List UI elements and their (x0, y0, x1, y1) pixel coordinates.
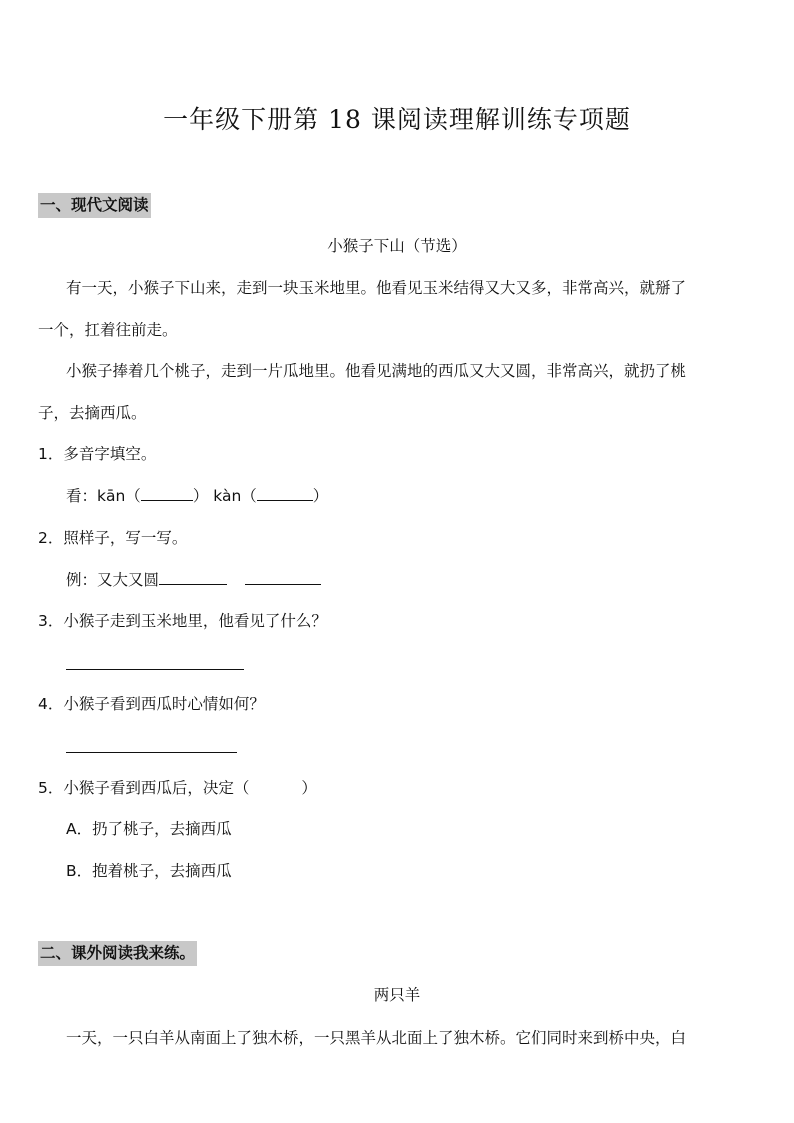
question-2: 2．照样子，写一写。 (38, 529, 188, 547)
question-5-close: ） (301, 779, 317, 797)
question-4: 4．小猴子看到西瓜时心情如何？ (38, 695, 265, 713)
passage-line: 一天，一只白羊从南面上了独木桥，一只黑羊从北面上了独木桥。它们同时来到桥中央，白 (66, 1029, 687, 1047)
option-a: A．扔了桃子，去摘西瓜 (66, 820, 232, 838)
answer-line-q4[interactable] (66, 752, 237, 753)
example-text: 例：又大又圆 (66, 571, 160, 589)
question-1-blanks (66, 486, 328, 506)
passage-line: 有一天，小猴子下山来，走到一块玉米地里。他看见玉米结得又大又多，非常高兴，就掰了 (66, 279, 687, 297)
pinyin-kan1-prefix: 看：kān（ (66, 487, 141, 505)
question-3: 3．小猴子走到玉米地里，他看见了什么？ (38, 612, 327, 630)
answer-blank-example-1[interactable] (159, 570, 227, 585)
answer-blank-example-2[interactable] (245, 570, 321, 585)
question-2-example (66, 570, 321, 590)
passage-line: 小猴子捧着几个桃子，走到一片瓜地里。他看见满地的西瓜又大又圆，非常高兴，就扔了桃 (66, 362, 687, 380)
answer-line-q3[interactable] (66, 669, 244, 670)
passage-line: 子，去摘西瓜。 (38, 404, 147, 422)
question-1: 1．多音字填空。 (38, 445, 157, 463)
question-5 (38, 778, 317, 798)
pinyin-kan4-prefix: ） kàn（ (192, 487, 257, 505)
section-heading-2: 二、课外阅读我来练。 (38, 941, 197, 966)
answer-blank-kan1[interactable] (141, 486, 193, 501)
option-b: B．抱着桃子，去摘西瓜 (66, 862, 232, 880)
pinyin-suffix: ） (312, 487, 329, 505)
question-5-label: 5．小猴子看到西瓜后，决定（ (38, 779, 250, 797)
page-title: 一年级下册第 18 课阅读理解训练专项题 (163, 105, 631, 134)
section-heading-1: 一、现代文阅读 (38, 193, 151, 218)
passage-title-1: 小猴子下山（节选） (327, 237, 467, 255)
passage-line: 一个，扛着往前走。 (38, 321, 178, 339)
passage-title-2: 两只羊 (373, 986, 421, 1004)
answer-blank-kan4[interactable] (257, 486, 313, 501)
